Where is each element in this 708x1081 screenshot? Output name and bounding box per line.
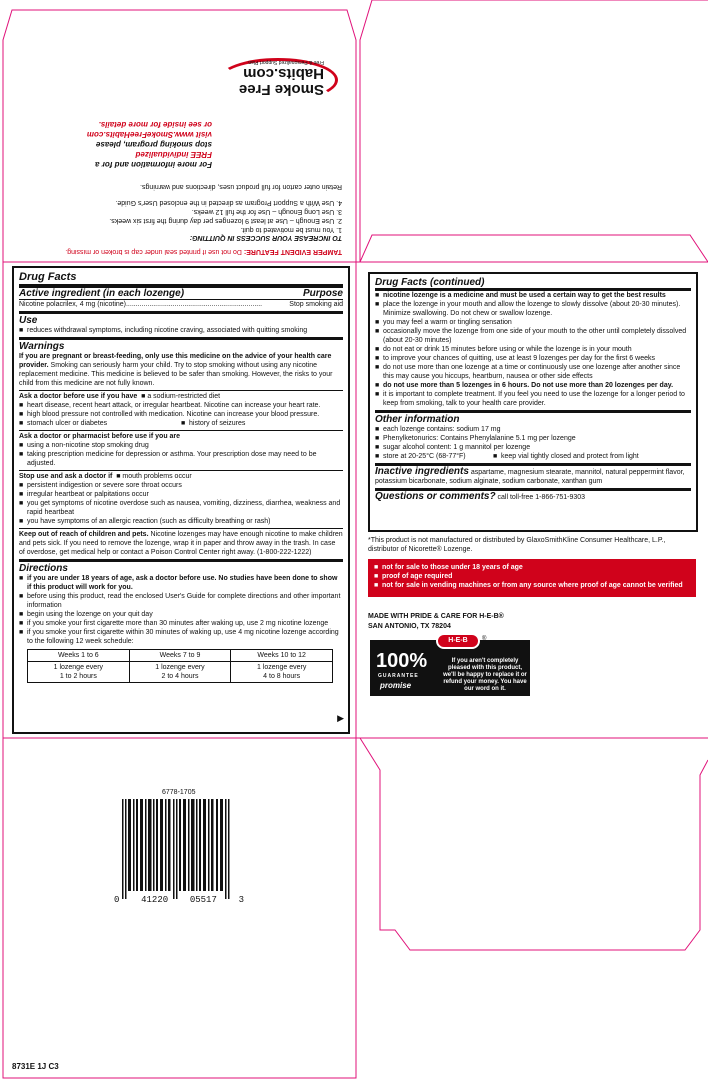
drug-facts-title: Drug Facts [19, 271, 343, 288]
directions-item: ■ if you smoke your first cigarette more than 30 minutes after waking up, use 2 mg nicotine lozenge [19, 619, 343, 628]
success-steps [22, 198, 342, 234]
success-step: 1. You must be motivated to quit. [240, 226, 342, 233]
guarantee-text: If you aren't completely pleased with this product, we'll be happy to replace it or refund your money. You have our word on it. [443, 658, 527, 692]
use-heading: Use [19, 315, 38, 326]
age-restriction-item: ■ not for sale in vending machines or from any source where proof of age cannot be verified [374, 581, 690, 590]
questions-line: Questions or comments? call toll-free 1-866-751-9303 [375, 491, 586, 502]
ask-doctor-cols: ■ stomach ulcer or diabetes ■ history of seizures [19, 419, 343, 428]
success-heading: TO INCREASE YOUR SUCCESS IN QUITTING: [189, 234, 342, 241]
direction-cont-item: ■ occasionally move the lozenge from one side of your mouth to the other until completely dissolved (about 20-30 minutes) [375, 327, 691, 345]
barcode-code: 6778-1705 [162, 789, 196, 796]
success-step: 4. Use With a Support Program as directed in the enclosed User's Guide. [115, 199, 342, 206]
direction-cont-item: ■ it is important to complete treatment. If you feel you need to use the lozenge for a longer period to keep from smoking, talk to your health care provider. [375, 390, 691, 408]
ask-pharmacist-heading: Ask a doctor or pharmacist before use if you are [19, 433, 181, 440]
stop-use-item: ■ persistent indigestion or severe sore throat occurs [19, 481, 343, 490]
tamper-evident-text: TAMPER EVIDENT FEATURE: Do not use if printed seal under cap is broken or missing. [65, 248, 342, 255]
ask-doctor-heading: Ask a doctor before use if you have ■ a sodium-restricted diet [19, 393, 221, 400]
top-flap [22, 56, 342, 256]
ask-pharmacist-item: ■ using a non-nicotine stop smoking drug [19, 441, 343, 450]
directions-item: ■ if you smoke your first cigarette within 30 minutes of waking up, use 4 mg nicotine lozenge according to the following 12 week schedule: [19, 628, 343, 646]
retain-carton-text: Retain outer carton for full product uses, directions and warnings. [140, 183, 342, 190]
store-row: ■ store at 20-25°C (68-77°F) ■ keep vial tightly closed and protect from light [375, 452, 691, 461]
lot-code: 8731E 1J C3 [12, 1062, 59, 1071]
other-info-item: ■ Phenylketonurics: Contains Phenylalanine 5.1 mg per lozenge [375, 434, 691, 443]
table-cell: 1 lozenge every 4 to 8 hours [231, 662, 333, 683]
directions-item: ■ begin using the lozenge on your quit day [19, 610, 343, 619]
active-ingredient-row: Nicotine polacrilex, 4 mg (nicotine)...................................................................... Stop smoking aid [19, 301, 343, 308]
table-row [28, 662, 333, 683]
table-header: Weeks 7 to 9 [129, 650, 231, 662]
direction-cont-item: ■ nicotine lozenge is a medicine and must be used a certain way to get the best results [375, 291, 691, 300]
smokefree-logo: Smoke Free Habits.com Free & Personalized Support Plan [202, 54, 342, 106]
direction-cont-item: ■ do not use more than 5 lozenges in 6 hours. Do not use more than 20 lozenges per day. [375, 381, 691, 390]
guarantee-word: GUARANTEE [378, 673, 419, 679]
ask-doctor-item: ■ high blood pressure not controlled with medication. Nicotine can increase your blood pressure. [19, 410, 343, 419]
direction-cont-item: ■ place the lozenge in your mouth and allow the lozenge to slowly dissolve (about 20-30 minutes). Minimize swallowing. Do not chew or swallow lozenge. [375, 300, 691, 318]
pregnancy-warning: If you are pregnant or breast-feeding, only use this medicine on the advice of your health care provider. Smoking can seriously harm your child. Try to stop smoking without using any nicotine replacement medicine. This medicine is believed to be safer than smoking. However, the risks to your child from this medicine are not fully known. [19, 353, 333, 387]
use-text: ■ reduces withdrawal symptoms, including nicotine craving, associated with quitting smoking [19, 326, 343, 335]
success-step: 2. Use Enough – Use at least 9 lozenges per day during the first six weeks. [109, 217, 342, 224]
success-step: 3. Use Long Enough – Use for the full 12 weeks. [191, 208, 342, 215]
keep-out-of-reach: Keep out of reach of children and pets. Nicotine lozenges may have enough nicotine to make children and pets sick. If you need to remove the lozenge, wrap it in paper and throw away in the trash. In case of overdose, get medical help or contact a Poison Control Center right away. (1-800-222-1222) [19, 531, 343, 556]
drug-facts-panel [12, 266, 350, 734]
direction-cont-item: ■ you may feel a warm or tingling sensation [375, 318, 691, 327]
table-cell: 1 lozenge every 2 to 4 hours [129, 662, 231, 683]
other-info-item: ■ sugar alcohol content: 1 g mannitol per lozenge [375, 443, 691, 452]
directions-item: ■ if you are under 18 years of age, ask a doctor before use. No studies have been done to show if this product will work for you. [19, 574, 343, 592]
age-restriction-item: ■ proof of age required [374, 572, 690, 581]
active-ingredient-header: Active ingredient (in each lozenge) Purpose [19, 288, 343, 299]
table-cell: 1 lozenge every 1 to 2 hours [28, 662, 130, 683]
directions-item: ■ before using this product, read the enclosed User's Guide for complete directions and other important information [19, 592, 343, 610]
stop-use-item: ■ you get symptoms of nicotine overdose such as nausea, vomiting, dizziness, diarrhea, weakness and rapid heartbeat [19, 499, 343, 517]
table-header: Weeks 1 to 6 [28, 650, 130, 662]
continue-arrow-icon: ▶ [337, 713, 344, 723]
ask-doctor-item: ■ heart disease, recent heart attack, or irregular heartbeat. Nicotine can increase your heart rate. [19, 401, 343, 410]
schedule-table [27, 649, 333, 683]
stop-use-heading: Stop use and ask a doctor if ■ mouth problems occur [19, 473, 192, 480]
direction-cont-item: ■ do not eat or drink 15 minutes before using or while the lozenge is in your mouth [375, 345, 691, 354]
guarantee-badge: H-E-B ® 100% GUARANTEE promise If you aren't completely pleased with this product, we'll be happy to replace it or refund your money. You have our word on it. [370, 640, 530, 696]
warnings-heading: Warnings [19, 341, 65, 352]
made-for-text: MADE WITH PRIDE & CARE FOR H-E-B® SAN ANTONIO, TX 78204 [368, 613, 504, 630]
not-manufactured-note: *This product is not manufactured or distributed by GlaxoSmithKline Consumer Healthcare, L.P., distributor of Nicorette® Lozenge. [368, 537, 666, 553]
table-header: Weeks 10 to 12 [231, 650, 333, 662]
table-row [28, 650, 333, 662]
inactive-ingredients: Inactive ingredients aspartame, magnesium stearate, mannitol, natural peppermint flavor, potassium bicarbonate, sodium alginate, sodium carbonate, xanthan gum [375, 466, 685, 485]
barcode-digits: 0 41220 05517 3 [114, 895, 244, 905]
direction-cont-item: ■ to improve your chances of quitting, use at least 9 lozenges per day for the first 6 weeks [375, 354, 691, 363]
age-restriction-item: ■ not for sale to those under 18 years of age [374, 563, 690, 572]
promise-word: promise [380, 681, 412, 690]
other-information-heading: Other information [375, 414, 460, 425]
age-restriction-box [368, 559, 696, 597]
more-info-text: For more information and for a FREE individualized stop smoking program, please visit www.SmokeFreeHabits.com or see inside for more details. [86, 120, 212, 169]
direction-cont-item: ■ do not use more than one lozenge at a time or continuously use one lozenge after another since this may cause you hiccups, heartburn, nausea or other side effects [375, 363, 691, 381]
barcode-icon [122, 799, 232, 899]
guarantee-percent: 100% [376, 650, 428, 672]
ask-pharmacist-item: ■ taking prescription medicine for depression or asthma. Your prescription dose may need to be adjusted. [19, 450, 343, 468]
directions-heading: Directions [19, 563, 68, 574]
drug-facts-continued-title: Drug Facts (continued) [375, 277, 691, 291]
heb-logo: H-E-B [436, 633, 480, 649]
other-info-item: ■ each lozenge contains: sodium 17 mg [375, 425, 691, 434]
stop-use-item: ■ irregular heartbeat or palpitations occur [19, 490, 343, 499]
drug-facts-continued-panel [368, 272, 698, 532]
stop-use-item: ■ you have symptoms of an allergic reaction (such as difficulty breathing or rash) [19, 517, 343, 526]
